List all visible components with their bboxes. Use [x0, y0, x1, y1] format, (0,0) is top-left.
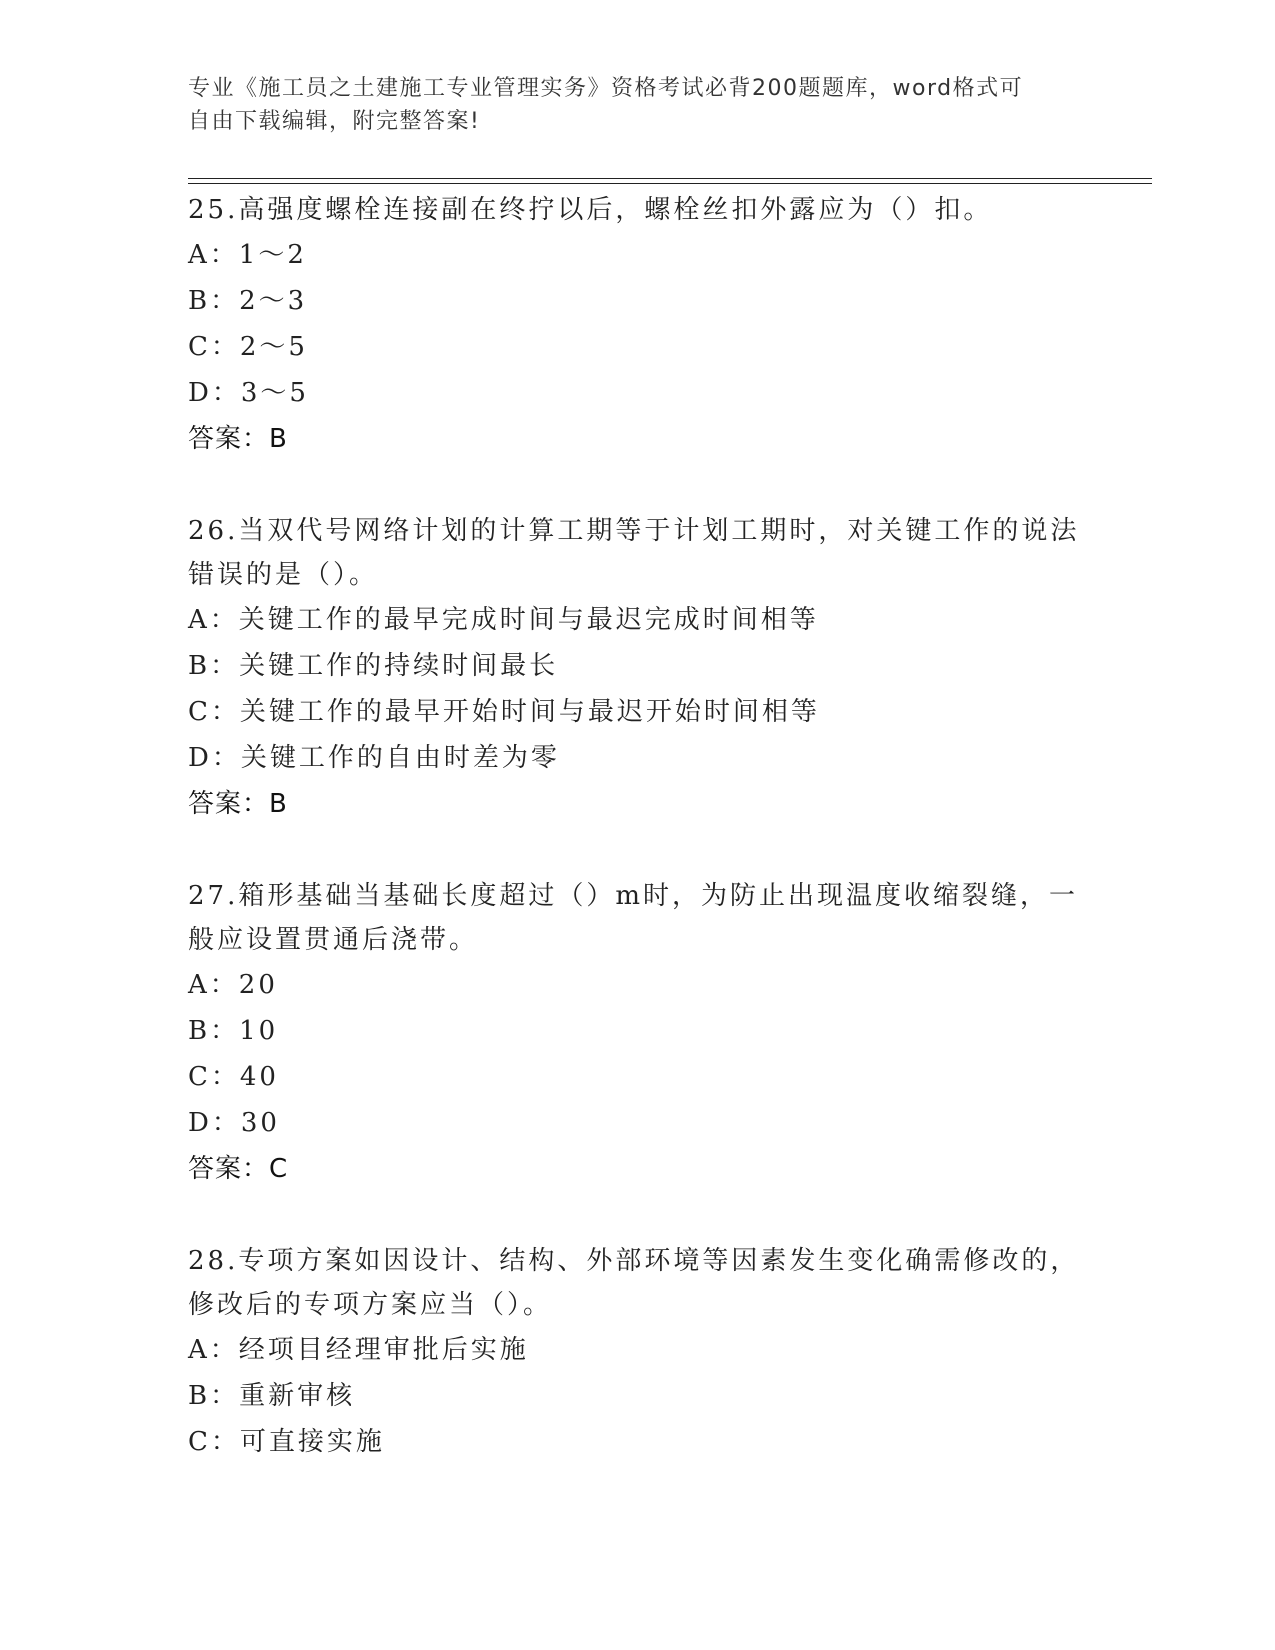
option-a: A：关键工作的最早完成时间与最迟完成时间相等: [188, 605, 819, 635]
header-line-1: 专业《施工员之土建施工专业管理实务》资格考试必背200题题库，word格式可: [188, 76, 1024, 101]
header-line-2: 自由下载编辑，附完整答案!: [188, 109, 481, 134]
option-a: A：经项目经理审批后实施: [188, 1335, 529, 1365]
question-stem: [188, 188, 1088, 232]
option-b: B：重新审核: [188, 1381, 356, 1411]
question-text-line: 26.当双代号网络计划的计算工期等于计划工期时，对关键工作的说法: [188, 516, 1080, 546]
header-divider-top: [188, 178, 1152, 179]
question-text-line: 般应设置贯通后浇带。: [188, 925, 479, 955]
option-c: C：40: [188, 1062, 279, 1092]
question-text-line: 28.专项方案如因设计、结构、外部环境等因素发生变化确需修改的，: [188, 1246, 1080, 1276]
option-c: C：2～5: [188, 332, 308, 362]
option-a: A：20: [188, 970, 278, 1000]
option-a: A：1～2: [188, 240, 307, 270]
header-divider-bottom: [188, 183, 1152, 184]
option-d: D：30: [188, 1108, 280, 1138]
question-26: [188, 509, 1088, 827]
question-stem: [188, 874, 1088, 962]
answer-text: 答案：B: [188, 424, 288, 454]
question-text-line: 25.高强度螺栓连接副在终拧以后，螺栓丝扣外露应为（）扣。: [188, 195, 993, 225]
document-header: [188, 72, 1068, 138]
option-c: C：可直接实施: [188, 1427, 385, 1457]
answer-text: 答案：B: [188, 789, 288, 819]
question-stem: [188, 1239, 1088, 1327]
answer-text: 答案：C: [188, 1154, 289, 1184]
question-27: [188, 874, 1088, 1192]
option-d: D：关键工作的自由时差为零: [188, 743, 560, 773]
question-text-line: 修改后的专项方案应当（）。: [188, 1290, 553, 1320]
option-b: B：10: [188, 1016, 279, 1046]
option-b: B：关键工作的持续时间最长: [188, 651, 559, 681]
option-d: D：3～5: [188, 378, 309, 408]
question-25: [188, 188, 1088, 462]
question-text-line: 27.箱形基础当基础长度超过（）m时，为防止出现温度收缩裂缝，一: [188, 881, 1079, 911]
option-b: B：2～3: [188, 286, 308, 316]
question-28: [188, 1239, 1088, 1465]
question-stem: [188, 509, 1088, 597]
option-c: C：关键工作的最早开始时间与最迟开始时间相等: [188, 697, 820, 727]
question-text-line: 错误的是（）。: [188, 560, 379, 590]
